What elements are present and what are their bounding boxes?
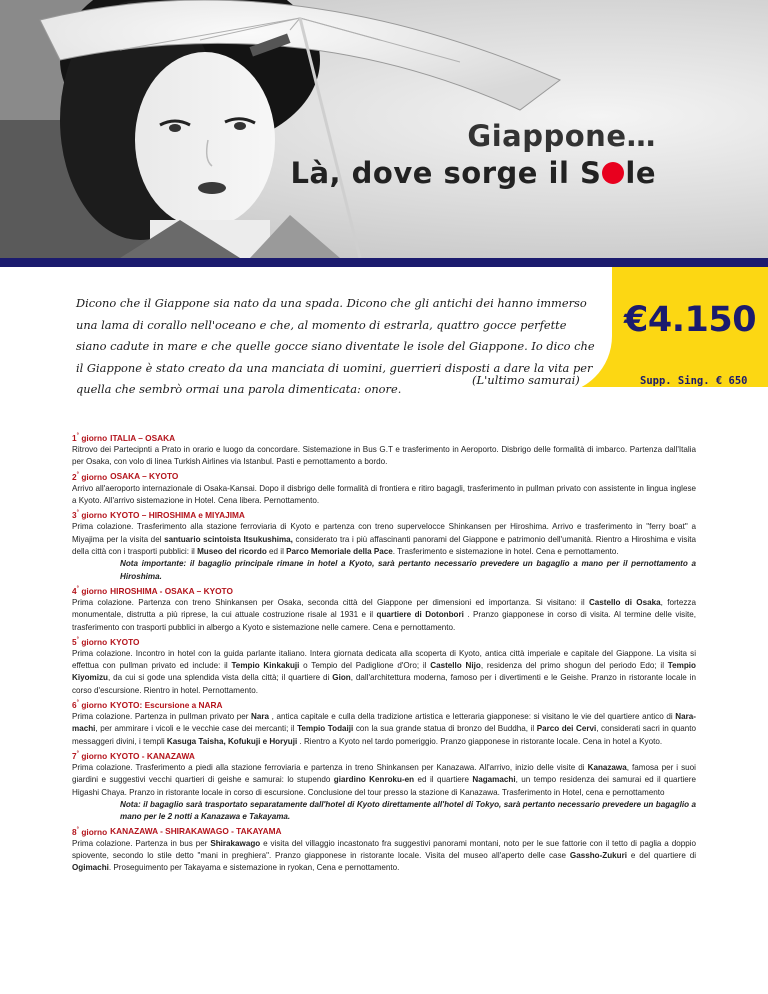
- quote-source: (L'ultimo samurai): [472, 373, 580, 387]
- title-line-1: Giappone…: [467, 119, 656, 153]
- day-1: [72, 430, 696, 469]
- day-description: Prima colazione. Partenza con treno Shinkansen per Osaka, seconda città del Giappone per dimensioni ed importanza. Si visitano: il Castello di Osaka, fortezza monumentale, distrutta a più riprese, la cui attuale costruzione risale al 1931 e il quartiere di Dotonbori . Pranzo giapponese in corso di visita. Al termine delle visite, trasferimento con trasporti pubblici in albergo a Kyoto e sistemazione nelle camere. Cena e pernottamento.: [72, 597, 697, 632]
- title-line-2-suffix: le: [625, 156, 656, 190]
- day-3: [72, 507, 696, 583]
- day-8: [72, 824, 696, 875]
- day-description: Arrivo all'aeroporto internazionale di Osaka-Kansai. Dopo il disbrigo delle formalità di frontiera e ritiro bagagli, trasferimento in pullman privato con assistente in lingua inglese a Kyoto. All'arrivo sistemazione in Hotel. Cena libera. Pernottamento.: [72, 483, 696, 506]
- day-title: 2° giorno OSAKA – KYOTO: [72, 471, 179, 482]
- title-line-2-prefix: Là, dove sorge il S: [290, 156, 602, 190]
- single-supplement: Supp. Sing. € 650: [640, 375, 748, 387]
- title-line-2: [291, 155, 657, 192]
- day-note: Nota importante: il bagaglio principale rimane in hotel a Kyoto, sarà pertanto necessario prevedere un bagaglio a mano per il pernottamento a Hiroshima.: [120, 559, 696, 581]
- day-7: [72, 748, 696, 824]
- day-4: [72, 583, 696, 634]
- day-description: Prima colazione. Trasferimento alla stazione ferroviaria di Kyoto e partenza con treno supervelocce Shinkansen per Hiroshima. Arrivo e trasferimento in "ferry boat" a Miyajima per la visita del santuario scintoista Itsukushima, considerato tra i più affascinanti panorami del Giappone e patrimonio dell'umanità. Rientro a Hiroshima e visita della città con i trasporti pubblici: il Museo del ricordo ed il Parco Memoriale della Pace. Trasferimento e sistemazione in hotel. Cena e pernottamento.: [72, 522, 696, 556]
- day-description: Prima colazione. Trasferimento a piedi alla stazione ferroviaria e partenza in treno Shinkansen per Kanazawa. All'arrivo, inizio delle visite di Kanazawa, famosa per i suoi giardini e suggestivi vecchi quartieri di geishe e samurai: lo stupendo giardino Kenroku-en ed il quartiere Nagamachi, un tempo residenza dei samurai ed il quartiere Higashi Chaya. Pranzo in ristorante locale in corso di escursione. Conclusione del tour presso la stazione di Kanazawa. Trasferimento in Hotel, cena e pernottamento: [72, 763, 696, 797]
- day-description: Prima colazione. Partenza in pullman privato per Nara , antica capitale e culla della tradizione artistica e letteraria giapponese: si visitano le vie del quartiere antico di Nara-machi, per ammirare i vicoli e le vecchie case dei mercanti; il Tempio Todaiji con la sua grande statua di bronzo del Buddha, il Parco dei Cervi, considerati sacri in quanto messaggeri divini, i templi Kasuga Taisha, Kofukuji e Horyuji . Rientro a Kyoto nel tardo pomeriggio. Pranzo giapponese in ristorante locale. Cena in hotel a Kyoto.: [72, 712, 697, 746]
- day-title: 8° giorno KANAZAWA - SHIRAKAWAGO - TAKAYAMA: [72, 826, 282, 837]
- red-sun-icon: [602, 162, 624, 184]
- day-title: 4° giorno HIROSHIMA - OSAKA – KYOTO: [72, 585, 233, 596]
- day-description: Ritrovo dei Partecipnti a Prato in orario e luogo da concordare. Sistemazione in Bus G.T e trasferimento in Aeroporto. Disbrigo delle formalità di imbarco. Partenza dall'Italia per Osaka, con volo di linea Turkish Airlines via Istanbul. Pasti e pernottamento a bordo.: [72, 445, 696, 467]
- day-title: 1° giorno ITALIA – OSAKA: [72, 432, 176, 443]
- blue-divider: [0, 258, 768, 267]
- hero-image: [0, 0, 768, 258]
- intro-quote: Dicono che il Giappone sia nato da una spada. Dicono che gli antichi dei hanno immerso una lama di corallo nell'oceano e che, al momento di estrarla, quattro gocce perfette siano cadute in mare e che quelle gocce siano diventate le isole del Giappone. Io dico che il Giappone è stato creato da una manciata di uomini, guerrieri disposti a dare la vita per quella che sembrò ormai una parola dimenticata: onore.: [76, 296, 595, 396]
- day-description: Prima colazione. Partenza in bus per Shirakawago e visita del villaggio incastonato fra suggestivi panorami montani, noto per le sue fattorie con il tetto di paglia a doppio spiovente, secondo lo stile detto "mani in preghiera". Pranzo giapponese in ristorante locale. Visita del museo all'aperto delle case Gassho-Zukuri e del quartiere di Ogimachi. Proseguimento per Takayama e sistemazione in ryokan, Cena e pernottamento.: [72, 838, 696, 873]
- day-description: Prima colazione. Incontro in hotel con la guida parlante italiano. Intera giornata dedicata alla scoperta di Kyoto, antica città imperiale e capitale del Giappone. La visita si effettua con pullman privato ed include: il Tempio Kinkakuji o Tempio del Padiglione d'Oro; il Castello Nijo, residenza del primo shogun del periodo Edo; il Tempio Kiyomizu, da cui si gode una splendida vista della città; il quartiere di Gion, dall'architettura moderna, famoso per i divertimenti e le Geishe. Pranzo in ristorante locale in corso d'escursione. Rientro in hotel. Pernottamento.: [72, 648, 696, 695]
- hero-title: [291, 118, 657, 192]
- day-2: [72, 469, 696, 508]
- tour-price: €4.150: [624, 300, 757, 340]
- day-title: 6° giorno KYOTO: Escursione a NARA: [72, 699, 223, 710]
- day-title: 5° giorno KYOTO: [72, 636, 140, 647]
- day-6: [72, 697, 696, 748]
- day-title: 3° giorno KYOTO – HIROSHIMA e MIYAJIMA: [72, 510, 245, 521]
- day-5: [72, 634, 696, 697]
- day-title: 7° giorno KYOTO - KANAZAWA: [72, 750, 195, 761]
- itinerary: [72, 430, 696, 875]
- day-note: Nota: il bagaglio sarà trasportato separatamente dall'hotel di Kyoto direttamente all'hotel di Tokyo, sarà pertanto necessario prevedere un bagaglio a mano per le 2 notti a Kanazawa e Takayama.: [120, 799, 696, 822]
